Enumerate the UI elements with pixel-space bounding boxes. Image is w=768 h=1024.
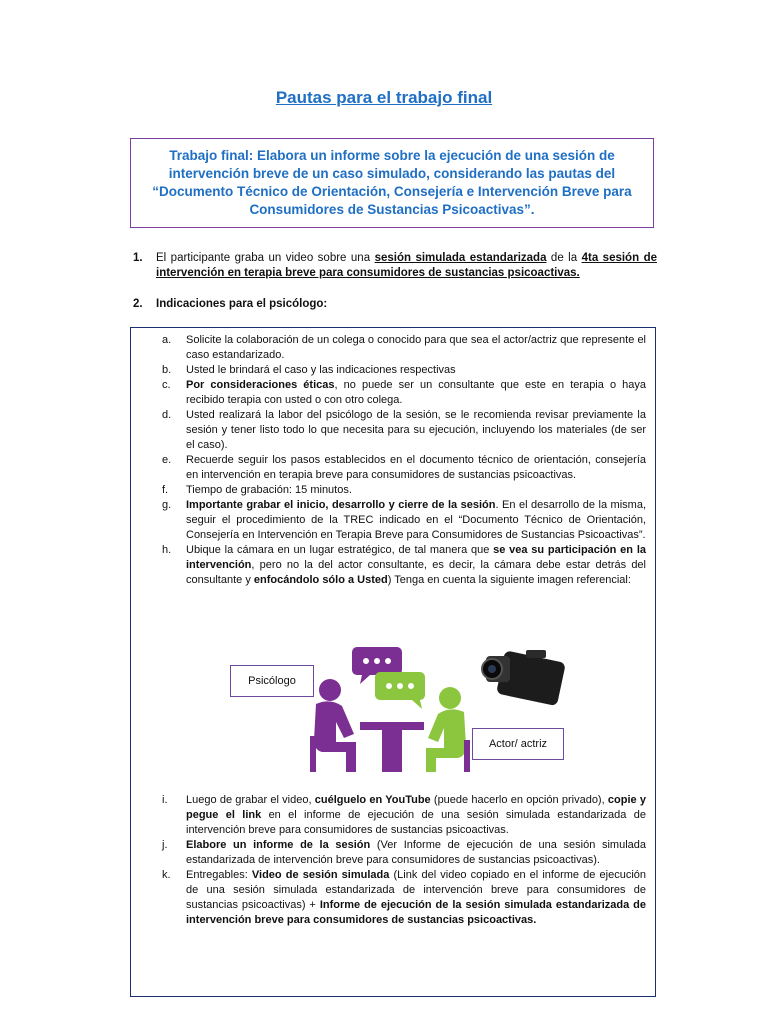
list-item-f: f. Tiempo de grabación: 15 minutos. xyxy=(162,484,352,496)
list-item-g: g. Importante grabar el inicio, desarrollo y cierre de la sesión. En el desarrollo de la misma, seguir el procedimiento de la TREC indicado en el “Documento Técnico de Orientación, Consejería en Intervención en Terapia Breve para Consumidores de Sustancias Psicoactivas”. xyxy=(162,499,647,541)
consultant-figure-icon xyxy=(426,687,470,772)
section-1-bold-b: 4ta sesión de intervención en terapia breve para consumidores de sustancias psicoactivas. xyxy=(156,252,657,279)
list-item-i: i. Luego de grabar el video, cuélguelo en YouTube (puede hacerlo en opción privado), copie y pegue el link en el informe de ejecución de una sesión simulada estandarizada de intervención breve para consumidores de sustancias psicoactivas. xyxy=(162,794,646,836)
section-1-number: 1. xyxy=(133,252,143,264)
section-1-text-a: El participante graba un video sobre una xyxy=(156,252,375,264)
list-item-d: d. Usted realizará la labor del psicólogo de la sesión, se le recomienda revisar previamente la sesión y tener listo todo lo que necesita para su ejecución, incluyendo los materiales (de ser el caso). xyxy=(162,409,646,451)
task-text: Trabajo final: Elabora un informe sobre la ejecución de una sesión de intervención breve de un caso simulado, considerando las pautas del “Documento Técnico de Orientación, Consejería e Intervención Breve para Consumidores de Sustancias Psicoactivas”. xyxy=(152,148,632,217)
section-1 xyxy=(133,251,657,281)
list-item-e: e. Recuerde seguir los pasos establecidos en el documento técnico de orientación, consejería en intervención en terapia breve para consumidores de sustancias psicoactivas. xyxy=(162,454,646,481)
task-box xyxy=(130,138,654,228)
list-item-a: a. Solicite la colaboración de un colega o conocido para que sea el actor/actriz que represente el caso estandarizado. xyxy=(162,334,646,361)
psychologist-label: Psicólogo xyxy=(230,665,314,697)
section-2 xyxy=(133,298,327,310)
list-item-h: h. Ubique la cámara en un lugar estratégico, de tal manera que se vea su participación en la intervención, pero no la del actor consultante, es decir, la cámara debe estar detrás del consultante y enfocándolo sólo a Usted) Tenga en cuenta la siguiente imagen referencial: xyxy=(162,544,646,586)
speech-bubble-icon xyxy=(375,672,425,709)
list-item-c: c. Por consideraciones éticas, no puede ser un consultante que este en terapia o haya recibido terapia con usted o con otro colega. xyxy=(162,379,646,406)
list-item-b: b. Usted le brindará el caso y las indicaciones respectivas xyxy=(162,364,456,376)
instructions-list-bottom xyxy=(160,793,646,928)
section-2-label: Indicaciones para el psicólogo: xyxy=(156,298,328,310)
camera-icon xyxy=(482,650,566,706)
instructions-list-top xyxy=(160,333,646,588)
list-item-k: k. Entregables: Video de sesión simulada (Link del video copiado en el informe de ejecución de una sesión simulada estandarizada de intervención breve para consumidores de sustancias psicoactivas) + Informe de ejecución de la sesión simulada estandarizada de intervención breve para consumidores de sustancias psicoactivas. xyxy=(162,869,647,926)
page-title: Pautas para el trabajo final xyxy=(275,88,493,107)
list-item-j: j. Elabore un informe de la sesión (Ver Informe de ejecución de una sesión simulada estandarizada de intervención breve para consumidores de sustancias psicoactivas). xyxy=(162,839,646,866)
section-1-text-b: de la xyxy=(546,252,582,264)
actor-label: Actor/ actriz xyxy=(472,728,564,760)
section-2-number: 2. xyxy=(133,298,143,310)
psychologist-figure-icon xyxy=(310,679,356,772)
section-1-bold-a: sesión simulada estandarizada xyxy=(374,252,547,264)
table-icon xyxy=(360,722,424,772)
reference-figure xyxy=(230,642,570,772)
